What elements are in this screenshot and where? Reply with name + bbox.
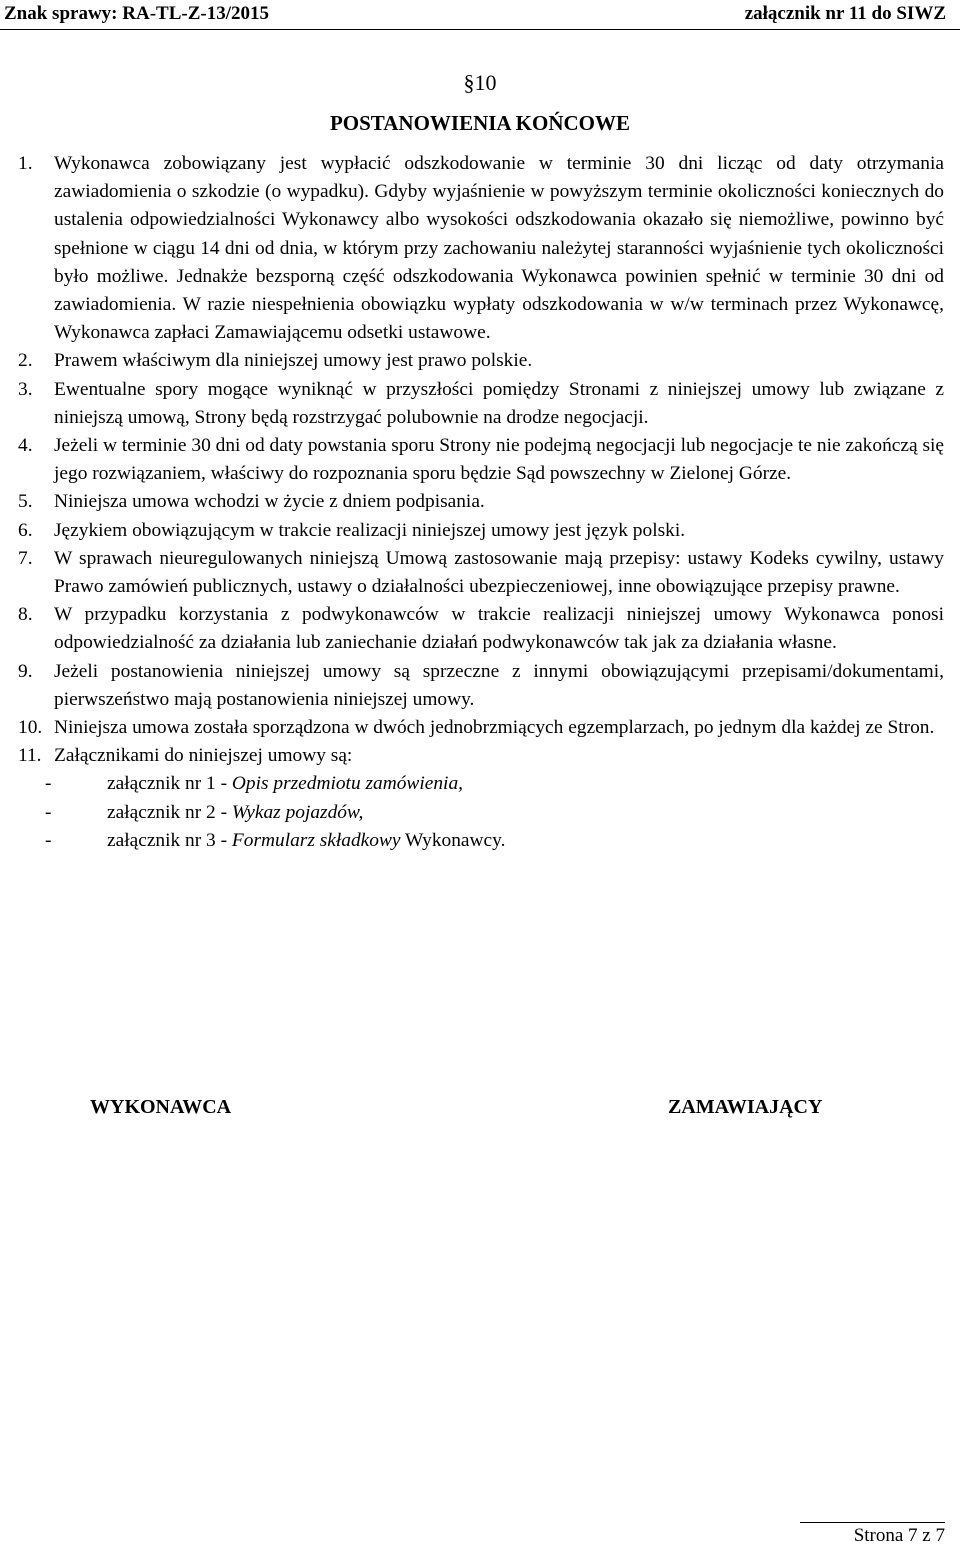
signature-contractor: WYKONAWCA xyxy=(90,1096,232,1118)
attachment-item: - załącznik nr 2 - Wykaz pojazdów, xyxy=(45,801,364,823)
list-item: 9. Jeżeli postanowienia niniejszej umowy są sprzeczne z innymi obowiązującymi przepisami/dokumentami, pierwszeństwo mają postanowienia niniejszej umowy. xyxy=(18,660,944,710)
list-item: 6. Językiem obowiązującym w trakcie realizacji niniejszej umowy jest język polski. xyxy=(18,519,686,541)
list-item: 2. Prawem właściwym dla niniejszej umowy jest prawo polskie. xyxy=(18,350,533,372)
list-item: 4. Jeżeli w terminie 30 dni od daty powstania sporu Strony nie podejmą negocjacji lub negocjacje te nie zakończą się jego rozwiązaniem, właściwy do rozpoznania sporu będzie Sąd powszechny w Zielonej Górze. xyxy=(18,435,944,485)
list-item: 1. Wykonawca zobowiązany jest wypłacić odszkodowanie w terminie 30 dni licząc od daty otrzymania zawiadomienia o szkodzie (o wypadku). Gdyby wyjaśnienie w powyższym terminie okoliczności koniecznych do ustalenia odpowiedzialności Wykonawcy albo wysokości odszkodowania okazało się niemożliwe, powinno być spełnione w ciągu 14 dni od dnia, w którym przy zachowaniu należytej staranności wyjaśnienie tych okoliczności było możliwe. Jednakże bezsporną część odszkodowania Wykonawca powinien spełnić w terminie 30 dni od zawiadomienia. W razie niespełnienia obowiązku wypłaty odszkodowania w w/w terminach przez Wykonawcę, Wykonawca zapłaci Zamawiającemu odsetki ustawowe. xyxy=(18,153,944,344)
list-item: 11. Załącznikami do niniejszej umowy są: xyxy=(18,745,353,767)
case-number: Znak sprawy: RA-TL-Z-13/2015 xyxy=(4,3,269,24)
attachment-label: załącznik nr 11 do SIWZ xyxy=(744,3,946,24)
page-header xyxy=(0,0,960,30)
list-item: 7. W sprawach nieuregulowanych niniejszą Umową zastosowanie mają przepisy: ustawy Kodeks cywilny, ustawy Prawo zamówień publicznych, ustawy o działalności ubezpieczeniowej, inne obowiązujące przepisy prawne. xyxy=(18,547,944,598)
section-title: POSTANOWIENIA KOŃCOWE xyxy=(329,111,631,135)
section-number: §10 xyxy=(463,70,497,95)
list-item: 8. W przypadku korzystania z podwykonawców w trakcie realizacji niniejszej umowy Wykonawca ponosi odpowiedzialność za działania lub zaniechanie działań podwykonawców tak jak za działania własne. xyxy=(18,604,944,654)
list-item: 5. Niniejsza umowa wchodzi w życie z dniem podpisania. xyxy=(18,491,485,513)
list-item: 10. Niniejsza umowa została sporządzona w dwóch jednobrzmiących egzemplarzach, po jednym dla każdej ze Stron. xyxy=(18,717,935,739)
attachment-item: - załącznik nr 3 - Formularz składkowy Wykonawcy. xyxy=(45,829,506,851)
signature-ordering-party: ZAMAWIAJĄCY xyxy=(668,1096,823,1118)
attachments-list xyxy=(45,770,944,855)
page-number: Strona 7 z 7 xyxy=(800,1522,945,1552)
list-item: 3. Ewentualne spory mogące wyniknąć w przyszłości pomiędzy Stronami z niniejszej umowy lub związane z niniejszą umową, Strony będą rozstrzygać polubownie na drodze negocjacji. xyxy=(18,378,944,428)
document-body xyxy=(18,150,944,855)
attachment-item: - załącznik nr 1 - Opis przedmiotu zamówienia, xyxy=(45,773,463,795)
